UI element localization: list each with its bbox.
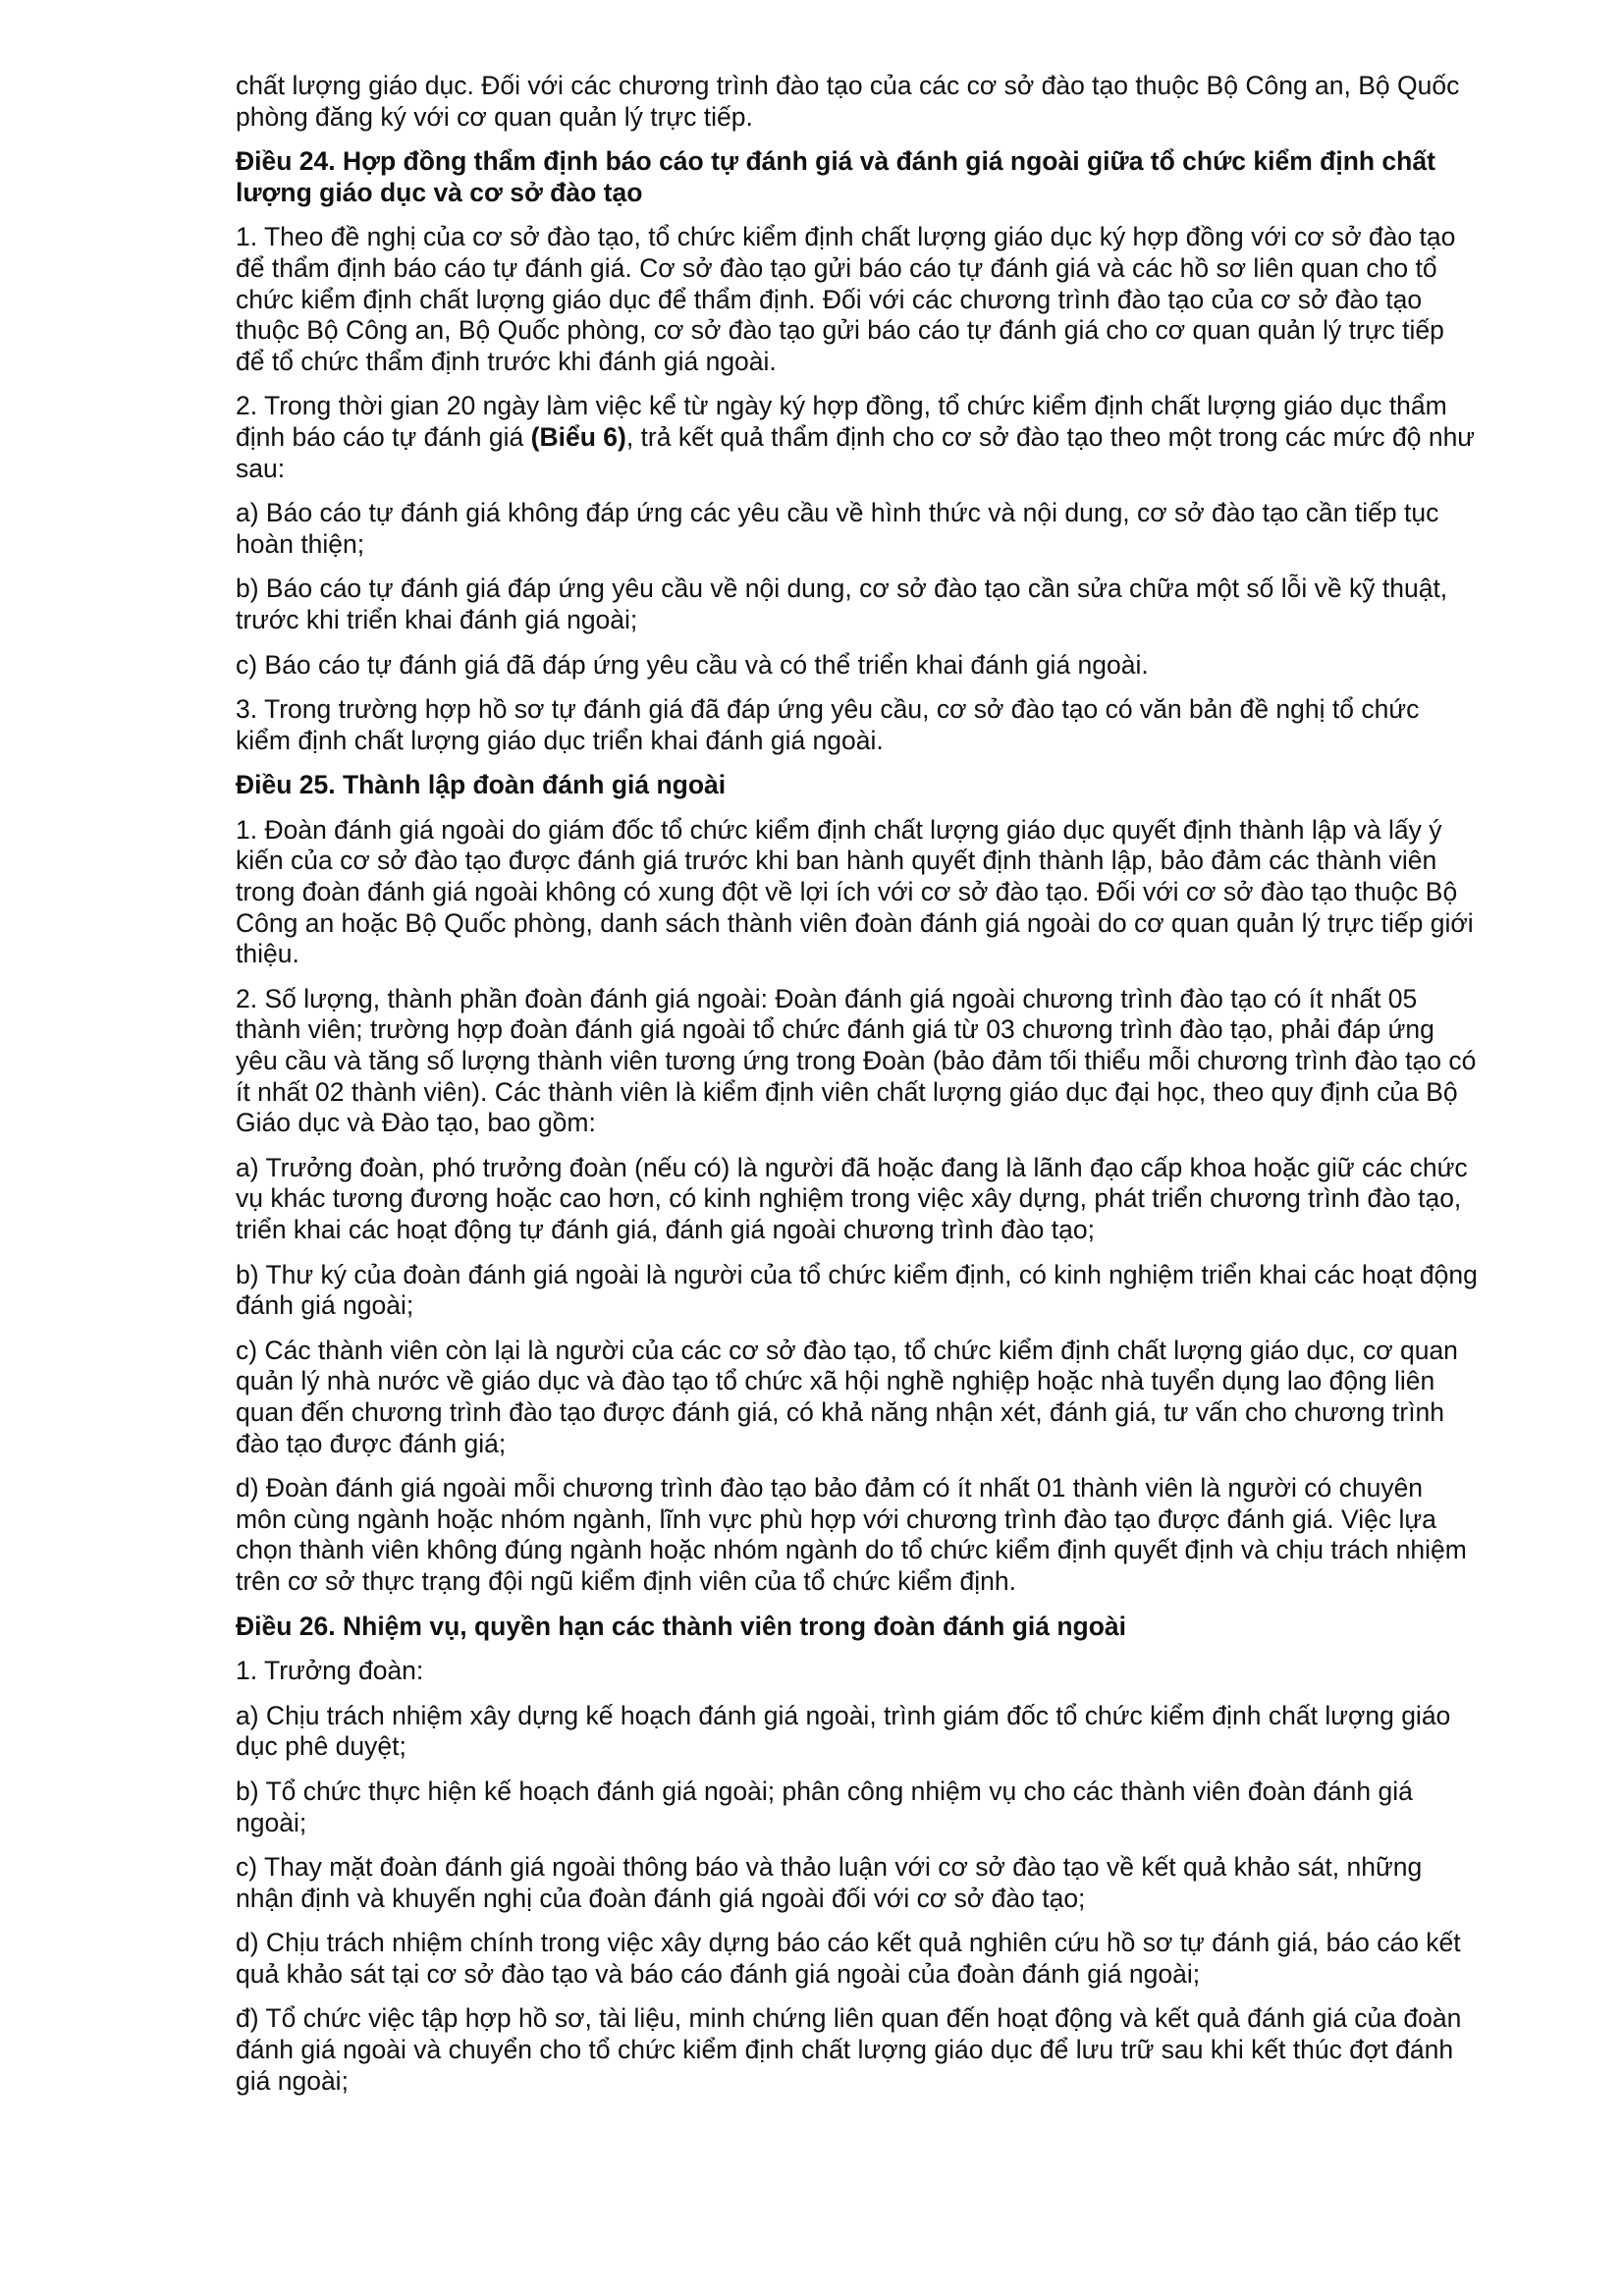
paragraph: b) Báo cáo tự đánh giá đáp ứng yêu cầu về nội dung, cơ sở đào tạo cần sửa chữa một số lỗi về kỹ thuật, trước khi triển khai đánh giá ngoài; <box>236 574 1448 634</box>
paragraph: 1. Trưởng đoàn: <box>236 1656 424 1686</box>
paragraph-text: , trả kết quả thẩm định cho cơ sở đào tạo theo một trong các mức độ như sau: <box>236 421 1476 483</box>
paragraph: c) Các thành viên còn lại là người của các cơ sở đào tạo, tổ chức kiểm định chất lượng giáo dục, cơ quan quản lý nhà nước về giáo dục và đào tạo tổ chức xã hội nghề nghiệp hoặc nhà tuyển dụng lao động liên quan đến chương trình đào tạo được đánh giá, có khả năng nhận xét, đánh giá, tư vấn cho chương trình đào tạo được đánh giá; <box>236 1335 1458 1458</box>
paragraph: chất lượng giáo dục. Đối với các chương trình đào tạo của các cơ sở đào tạo thuộc Bộ Công an, Bộ Quốc phòng đăng ký với cơ quan quản lý trực tiếp. <box>236 71 1460 132</box>
article-25-heading: Điều 25. Thành lập đoàn đánh giá ngoài <box>236 770 727 800</box>
paragraph: d) Chịu trách nhiệm chính trong việc xây dựng báo cáo kết quả nghiên cứu hồ sơ tự đánh giá, báo cáo kết quả khảo sát tại cơ sở đào tạo và báo cáo đánh giá ngoài của đoàn đánh giá ngoài; <box>236 1928 1461 1989</box>
paragraph: b) Thư ký của đoàn đánh giá ngoài là người của tổ chức kiểm định, có kinh nghiệm triển khai các hoạt động đánh giá ngoài; <box>236 1259 1478 1321</box>
article-24-heading: Điều 24. Hợp đồng thẩm định báo cáo tự đánh giá và đánh giá ngoài giữa tổ chức kiểm định chất lượng giáo dục và cơ sở đào tạo <box>236 146 1435 207</box>
paragraph: 3. Trong trường hợp hồ sơ tự đánh giá đã đáp ứng yêu cầu, cơ sở đào tạo có văn bản đề nghị tổ chức kiểm định chất lượng giáo dục triển khai đánh giá ngoài. <box>236 694 1420 755</box>
paragraph: 1. Đoàn đánh giá ngoài do giám đốc tổ chức kiểm định chất lượng giáo dục quyết định thành lập và lấy ý kiến của cơ sở đào tạo được đánh giá trước khi ban hành quyết định thành lập, bảo đảm các thành viên trong đoàn đánh giá ngoài không có xung đột về lợi ích với cơ sở đào tạo. Đối với cơ sở đào tạo thuộc Bộ Công an hoặc Bộ Quốc phòng, danh sách thành viên đoàn đánh giá ngoài do cơ quan quản lý trực tiếp giới thiệu. <box>236 814 1474 969</box>
paragraph: c) Thay mặt đoàn đánh giá ngoài thông báo và thảo luận với cơ sở đào tạo về kết quả khảo sát, những nhận định và khuyến nghị của đoàn đánh giá ngoài đối với cơ sở đào tạo; <box>236 1852 1423 1913</box>
paragraph-text: 2. Trong thời gian 20 ngày làm việc kể từ ngày ký hợp đồng, tổ chức kiểm định chất lượng giáo dục thẩm định báo cáo tự đánh giá <box>236 391 1447 452</box>
paragraph: a) Chịu trách nhiệm xây dựng kế hoạch đánh giá ngoài, trình giám đốc tổ chức kiểm định chất lượng giáo dục phê duyệt; <box>236 1700 1451 1762</box>
paragraph <box>236 391 1478 484</box>
paragraph: 2. Số lượng, thành phần đoàn đánh giá ngoài: Đoàn đánh giá ngoài chương trình đào tạo có ít nhất 05 thành viên; trường hợp đoàn đánh giá ngoài tổ chức đánh giá từ 03 chương trình đào tạo, phải đáp ứng yêu cầu và tăng số lượng thành viên tương ứng trong Đoàn (bảo đảm tối thiểu mỗi chương trình đào tạo có ít nhất 02 thành viên). Các thành viên là kiểm định viên chất lượng giáo dục đại học, theo quy định của Bộ Giáo dục và Đào tạo, bao gồm: <box>236 983 1477 1138</box>
document-page <box>236 71 1478 2110</box>
form-reference: (Biểu 6) <box>530 421 626 452</box>
article-26-heading: Điều 26. Nhiệm vụ, quyền hạn các thành viên trong đoàn đánh giá ngoài <box>236 1611 1127 1641</box>
paragraph: a) Trưởng đoàn, phó trưởng đoàn (nếu có) là người đã hoặc đang là lãnh đạo cấp khoa hoặc giữ các chức vụ khác tương đương hoặc cao hơn, có kinh nghiệm trong việc xây dựng, phát triển chương trình đào tạo, triển khai các hoạt động tự đánh giá, đánh giá ngoài chương trình đào tạo; <box>236 1152 1468 1244</box>
paragraph: 1. Theo đề nghị của cơ sở đào tạo, tổ chức kiểm định chất lượng giáo dục ký hợp đồng với cơ sở đào tạo để thẩm định báo cáo tự đánh giá. Cơ sở đào tạo gửi báo cáo tự đánh giá và các hồ sơ liên quan cho tổ chức kiểm định chất lượng giáo dục để thẩm định. Đối với các chương trình đào tạo của cơ sở đào tạo thuộc Bộ Công an, Bộ Quốc phòng, cơ sở đào tạo gửi báo cáo tự đánh giá cho cơ quan quản lý trực tiếp để tổ chức thẩm định trước khi đánh giá ngoài. <box>236 222 1456 376</box>
paragraph: b) Tổ chức thực hiện kế hoạch đánh giá ngoài; phân công nhiệm vụ cho các thành viên đoàn đánh giá ngoài; <box>236 1776 1413 1837</box>
paragraph: a) Báo cáo tự đánh giá không đáp ứng các yêu cầu về hình thức và nội dung, cơ sở đào tạo cần tiếp tục hoàn thiện; <box>236 498 1439 559</box>
paragraph: đ) Tổ chức việc tập hợp hồ sơ, tài liệu, minh chứng liên quan đến hoạt động và kết quả đánh giá của đoàn đánh giá ngoài và chuyển cho tổ chức kiểm định chất lượng giáo dục để lưu trữ sau khi kết thúc đợt đánh giá ngoài; <box>236 2003 1462 2096</box>
paragraph: c) Báo cáo tự đánh giá đã đáp ứng yêu cầu và có thể triển khai đánh giá ngoài. <box>236 649 1149 680</box>
paragraph: d) Đoàn đánh giá ngoài mỗi chương trình đào tạo bảo đảm có ít nhất 01 thành viên là người có chuyên môn cùng ngành hoặc nhóm ngành, lĩnh vực phù hợp với chương trình đào tạo được đánh giá. Việc lựa chọn thành viên không đúng ngành hoặc nhóm ngành do tổ chức kiểm định quyết định và chịu trách nhiệm trên cơ sở thực trạng đội ngũ kiểm định viên của tổ chức kiểm định. <box>236 1473 1467 1596</box>
